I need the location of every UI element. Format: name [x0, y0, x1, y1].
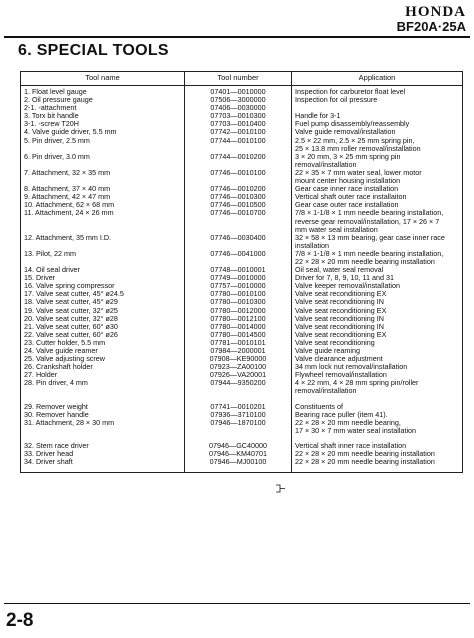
tool-number-cell	[185, 177, 292, 185]
application-cell: Vertical shaft outer race installaiton	[292, 193, 463, 201]
table-row	[21, 250, 463, 258]
tool-number-cell: 07757—0010000	[185, 282, 292, 290]
tool-number-cell: 07936—3710100	[185, 411, 292, 419]
application-cell: Gear case outer race installation	[292, 201, 463, 209]
application-cell: Valve seat reconditioning EX	[292, 290, 463, 298]
table-row	[21, 128, 463, 136]
tool-name-cell: 30. Remover handle	[21, 411, 185, 419]
tool-name-cell	[21, 258, 185, 266]
application-cell: 2.5 × 22 mm, 2.5 × 25 mm spring pin,	[292, 137, 463, 145]
table-row	[21, 193, 463, 201]
application-cell: 22 × 35 × 7 mm water seal, lower motor	[292, 169, 463, 177]
tool-name-cell: 27. Holder	[21, 371, 185, 379]
table-row	[21, 419, 463, 427]
tool-number-cell: 07781—0010101	[185, 339, 292, 347]
tool-name-cell	[21, 427, 185, 435]
brand-name: HONDA	[405, 4, 466, 20]
tool-number-cell: 07703—0010400	[185, 120, 292, 128]
spacer-cell	[185, 435, 292, 442]
bottom-rule	[4, 603, 470, 604]
tool-number-cell: 07908—KE90000	[185, 355, 292, 363]
table-row	[21, 209, 463, 217]
application-cell: 17 × 30 × 7 mm water seal installation	[292, 427, 463, 435]
spacer-cell	[21, 435, 185, 442]
model-name: BF20A·25A	[396, 19, 466, 34]
tool-number-cell: 07946—KM40701	[185, 450, 292, 458]
table-row	[21, 185, 463, 193]
table-row	[21, 104, 463, 112]
table-row	[21, 218, 463, 226]
tool-name-cell	[21, 242, 185, 250]
tool-number-cell: 07780—0014000	[185, 323, 292, 331]
table-row	[21, 371, 463, 379]
table-row	[21, 403, 463, 411]
column-header-tool-name: Tool name	[21, 72, 185, 86]
application-cell: Fuel pump disassembly/reassembly	[292, 120, 463, 128]
tool-name-cell	[21, 145, 185, 153]
tool-number-cell: 07946—1870100	[185, 419, 292, 427]
table-row	[21, 379, 463, 387]
table-row	[21, 331, 463, 339]
spacer-cell	[185, 396, 292, 403]
table-body	[21, 86, 463, 473]
tool-name-cell: 17. Valve seat cutter, 45° ø24.5	[21, 290, 185, 298]
application-cell: 22 × 28 × 20 mm needle bearing installation	[292, 258, 463, 266]
table-row	[21, 96, 463, 104]
tool-number-cell: 07746—0010700	[185, 209, 292, 217]
table-row	[21, 86, 463, 97]
application-cell: Valve seat reconditioning IN	[292, 323, 463, 331]
tool-name-cell: 4. Valve guide driver, 5.5 mm	[21, 128, 185, 136]
tool-number-cell: 07401—0010000	[185, 86, 292, 97]
application-cell: Valve guide reaming	[292, 347, 463, 355]
application-cell: Inspection for oil pressure	[292, 96, 463, 104]
tool-name-cell: 2. Oil pressure gauge	[21, 96, 185, 104]
table-row	[21, 442, 463, 450]
tool-number-cell	[185, 427, 292, 435]
top-rule	[4, 36, 470, 38]
application-cell: Inspection for carburetor float level	[292, 86, 463, 97]
spacer-row	[21, 435, 463, 442]
tool-name-cell: 7. Attachment, 32 × 35 mm	[21, 169, 185, 177]
table-row	[21, 307, 463, 315]
tool-number-cell: 07926—VA20001	[185, 371, 292, 379]
tool-name-cell: 12. Attachment, 35 mm I.D.	[21, 234, 185, 242]
table-row	[21, 145, 463, 153]
tool-name-cell: 22. Valve seat cutter, 60° ø26	[21, 331, 185, 339]
group-brace	[276, 484, 285, 493]
application-cell: Valve seat reconditioning EX	[292, 307, 463, 315]
tool-number-cell: 07741—0010201	[185, 403, 292, 411]
application-cell: Valve seat reconditioning EX	[292, 331, 463, 339]
tool-name-cell: 3-1. -screw T20H	[21, 120, 185, 128]
table-row	[21, 234, 463, 242]
table-row	[21, 427, 463, 435]
tool-number-cell	[185, 145, 292, 153]
column-header-tool-number: Tool number	[185, 72, 292, 86]
tool-name-cell: 34. Driver shaft	[21, 458, 185, 473]
table-row	[21, 137, 463, 145]
table-row	[21, 411, 463, 419]
table-header-row	[21, 72, 463, 86]
tool-number-cell	[185, 226, 292, 234]
tool-name-cell	[21, 161, 185, 169]
table-row	[21, 315, 463, 323]
application-cell: removal/installation	[292, 161, 463, 169]
tool-name-cell	[21, 177, 185, 185]
tool-number-cell: 07749—0010000	[185, 274, 292, 282]
application-cell: 7/8 × 1-1/8 × 1 mm needle bearing installation,	[292, 209, 463, 217]
tool-number-cell: 07748—0010001	[185, 266, 292, 274]
spacer-cell	[21, 396, 185, 403]
table-row	[21, 450, 463, 458]
tool-name-cell: 14. Oil seal driver	[21, 266, 185, 274]
application-cell: mm water seal installation	[292, 226, 463, 234]
tool-name-cell: 26. Crankshaft holder	[21, 363, 185, 371]
tool-number-cell: 07780—0012100	[185, 315, 292, 323]
tool-number-cell: 07746—0041000	[185, 250, 292, 258]
tool-number-cell: 07946—GC40000	[185, 442, 292, 450]
table-row	[21, 201, 463, 209]
application-cell: 25 × 13.8 mm roller removal/installation	[292, 145, 463, 153]
tool-name-cell: 16. Valve spring compressor	[21, 282, 185, 290]
section-title: 6. SPECIAL TOOLS	[18, 42, 169, 59]
application-cell: removal/installation	[292, 387, 463, 395]
table-row	[21, 274, 463, 282]
tool-name-cell: 15. Driver	[21, 274, 185, 282]
special-tools-table	[20, 71, 463, 473]
tool-name-cell: 20. Valve seat cutter, 32° ø28	[21, 315, 185, 323]
tool-number-cell: 07746—0030400	[185, 234, 292, 242]
tool-number-cell: 07703—0010300	[185, 112, 292, 120]
table-row	[21, 458, 463, 473]
tool-name-cell: 5. Pin driver, 2.5 mm	[21, 137, 185, 145]
table-row	[21, 298, 463, 306]
application-cell: 34 mm lock nut removal/installation	[292, 363, 463, 371]
table-row	[21, 169, 463, 177]
application-cell: 4 × 22 mm, 4 × 28 mm spring pin/roller	[292, 379, 463, 387]
tool-name-cell: 9. Attachment, 42 × 47 mm	[21, 193, 185, 201]
table-row	[21, 161, 463, 169]
application-cell: installation	[292, 242, 463, 250]
table-row	[21, 112, 463, 120]
application-cell: Gear case inner race installation	[292, 185, 463, 193]
tool-number-cell: 07944—9350200	[185, 379, 292, 387]
tool-name-cell: 32. Stem race driver	[21, 442, 185, 450]
tool-number-cell: 07923—ZA00100	[185, 363, 292, 371]
tool-name-cell: 19. Valve seat cutter, 32° ø25	[21, 307, 185, 315]
spacer-row	[21, 396, 463, 403]
tool-number-cell: 07746—0010300	[185, 193, 292, 201]
tool-name-cell: 11. Attachment, 24 × 26 mm	[21, 209, 185, 217]
table-row	[21, 339, 463, 347]
application-cell: Oil seal, water seal removal	[292, 266, 463, 274]
tool-name-cell: 8. Attachment, 37 × 40 mm	[21, 185, 185, 193]
tool-number-cell	[185, 387, 292, 395]
spacer-cell	[292, 435, 463, 442]
tool-name-cell	[21, 387, 185, 395]
table-row	[21, 347, 463, 355]
page-number: 2-8	[6, 610, 34, 631]
tool-number-cell: 07744—0010100	[185, 137, 292, 145]
spacer-cell	[292, 396, 463, 403]
tool-name-cell: 3. Torx bit handle	[21, 112, 185, 120]
tool-number-cell	[185, 161, 292, 169]
tool-number-cell: 07946—MJ00100	[185, 458, 292, 473]
tool-name-cell	[21, 218, 185, 226]
application-cell: Flywheel removal/installation	[292, 371, 463, 379]
tool-number-cell: 07506—3000000	[185, 96, 292, 104]
application-cell: Handle for 3-1	[292, 112, 463, 120]
tool-name-cell: 13. Pilot, 22 mm	[21, 250, 185, 258]
table-row	[21, 387, 463, 395]
application-cell: 22 × 28 × 20 mm needle bearing installation	[292, 450, 463, 458]
application-cell: Constituents of	[292, 403, 463, 411]
tool-name-cell: 21. Valve seat cutter, 60° ø30	[21, 323, 185, 331]
table-row	[21, 226, 463, 234]
tool-name-cell: 25. Valve adjusting screw	[21, 355, 185, 363]
application-cell	[292, 104, 463, 112]
tool-number-cell	[185, 242, 292, 250]
table-row	[21, 120, 463, 128]
table-row	[21, 258, 463, 266]
tool-name-cell: 2-1. -attachment	[21, 104, 185, 112]
application-cell: Valve seat reconditioning IN	[292, 315, 463, 323]
tool-name-cell: 6. Pin driver, 3.0 mm	[21, 153, 185, 161]
tool-number-cell: 07406—0030000	[185, 104, 292, 112]
table-row	[21, 355, 463, 363]
table-row	[21, 266, 463, 274]
tool-name-cell	[21, 226, 185, 234]
table-row	[21, 177, 463, 185]
tool-number-cell: 07746—0010200	[185, 185, 292, 193]
tool-name-cell: 28. Pin driver, 4 mm	[21, 379, 185, 387]
tool-number-cell: 07780—0010100	[185, 290, 292, 298]
tool-number-cell: 07780—0012000	[185, 307, 292, 315]
application-cell: 22 × 28 × 20 mm needle bearing,	[292, 419, 463, 427]
tool-number-cell: 07742—0010100	[185, 128, 292, 136]
brand-header	[397, 4, 466, 34]
tool-name-cell: 33. Driver head	[21, 450, 185, 458]
application-cell: Valve clearance adjustment	[292, 355, 463, 363]
tool-name-cell: 10. Attachment, 62 × 68 mm	[21, 201, 185, 209]
tool-name-cell: 1. Float level gauge	[21, 86, 185, 97]
tool-number-cell	[185, 218, 292, 226]
application-cell: Valve guide removal/installation	[292, 128, 463, 136]
column-header-application: Application	[292, 72, 463, 86]
application-cell: mount center housing installation	[292, 177, 463, 185]
application-cell: Vertical shaft inner race installation	[292, 442, 463, 450]
application-cell: reverse gear removal/installation, 17 × 26 × 7	[292, 218, 463, 226]
tool-name-cell: 31. Attachment, 28 × 30 mm	[21, 419, 185, 427]
table-row	[21, 153, 463, 161]
table-row	[21, 282, 463, 290]
table-row	[21, 363, 463, 371]
tool-number-cell: 07744—0010200	[185, 153, 292, 161]
application-cell: 22 × 28 × 20 mm needle bearing installation	[292, 458, 463, 473]
tool-name-cell: 18. Valve seat cutter, 45° ø29	[21, 298, 185, 306]
table-row	[21, 242, 463, 250]
application-cell: 7/8 × 1-1/8 × 1 mm needle bearing installation,	[292, 250, 463, 258]
application-cell: Valve seat reconditioning IN	[292, 298, 463, 306]
tool-number-cell: 07746—0010100	[185, 169, 292, 177]
tool-number-cell: 07746—0010500	[185, 201, 292, 209]
application-cell: 3 × 20 mm, 3 × 25 mm spring pin	[292, 153, 463, 161]
tool-name-cell: 23. Cutter holder, 5.5 mm	[21, 339, 185, 347]
table-row	[21, 290, 463, 298]
table-row	[21, 323, 463, 331]
application-cell: Driver for 7, 8, 9, 10, 11 and 31	[292, 274, 463, 282]
tool-number-cell: 07780—0014500	[185, 331, 292, 339]
application-cell: 32 × 58 × 13 mm bearing, gear case inner race	[292, 234, 463, 242]
tool-name-cell: 24. Valve guide reamer	[21, 347, 185, 355]
tool-number-cell: 07984—2000001	[185, 347, 292, 355]
tool-number-cell	[185, 258, 292, 266]
tool-name-cell: 29. Remover weight	[21, 403, 185, 411]
application-cell: Valve keeper removal/installation	[292, 282, 463, 290]
application-cell: Valve seat reconditioning	[292, 339, 463, 347]
application-cell: Bearing race puller (item 41).	[292, 411, 463, 419]
tool-number-cell: 07780—0010300	[185, 298, 292, 306]
